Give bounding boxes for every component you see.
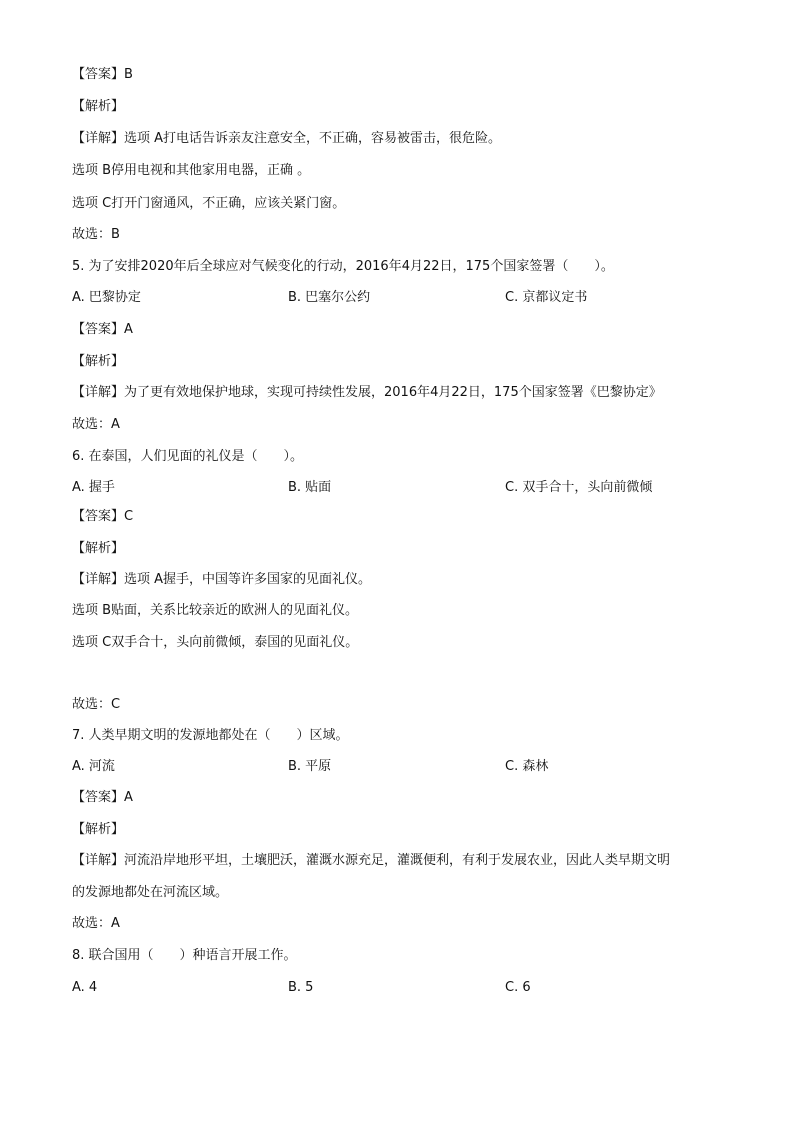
option-a: A. 河流 (72, 759, 115, 774)
analysis-line (72, 98, 124, 116)
detail-tag: 【详解】 (72, 572, 125, 587)
detail-text: 为了更有效地保护地球，实现可持续性发展，2016年4月22日，175个国家签署《巴黎协定》 (124, 385, 662, 400)
option-b: B. 5 (288, 980, 314, 995)
analysis-tag: 【解析】 (72, 99, 125, 114)
detail-line (72, 852, 670, 870)
body-text: 的发源地都处在河流区域。 (72, 885, 229, 900)
analysis-tag: 【解析】 (72, 541, 125, 556)
detail-line (72, 384, 662, 402)
option-c: C. 双手合十，头向前微倾 (505, 480, 653, 495)
detail-text: 选项 A打电话告诉亲友注意安全，不正确，容易被雷击，很危险。 (124, 131, 502, 146)
option-b: B. 平原 (288, 759, 332, 774)
body-text: 故选：C (72, 697, 121, 712)
option-c: C. 森林 (505, 759, 549, 774)
option-a: A. 4 (72, 980, 98, 995)
body-text: 选项 B停用电视和其他家用电器，正确 。 (72, 163, 311, 178)
body-text: 故选：A (72, 916, 120, 931)
answer-text: C (124, 509, 134, 524)
question-stem: 5. 为了安排2020年后全球应对气候变化的行动，2016年4月22日，175个国家签署（ ）。 (72, 259, 614, 274)
option-c: C. 京都议定书 (505, 290, 588, 305)
analysis-line (72, 540, 124, 558)
body-text: 选项 C双手合十，头向前微倾，泰国的见面礼仪。 (72, 635, 359, 650)
answer-tag: 【答案】 (72, 322, 125, 337)
answer-text: A (124, 790, 133, 805)
detail-text: 选项 A握手，中国等许多国家的见面礼仪。 (124, 572, 372, 587)
analysis-tag: 【解析】 (72, 354, 125, 369)
body-text: 选项 B贴面，关系比较亲近的欧洲人的见面礼仪。 (72, 603, 359, 618)
detail-tag: 【详解】 (72, 131, 125, 146)
option-b: B. 巴塞尔公约 (288, 290, 371, 305)
answer-tag: 【答案】 (72, 67, 125, 82)
question-stem: 6. 在泰国，人们见面的礼仪是（ ）。 (72, 449, 304, 464)
body-text: 选项 C打开门窗通风，不正确，应该关紧门窗。 (72, 196, 346, 211)
question-stem: 7. 人类早期文明的发源地都处在（ ）区域。 (72, 728, 349, 743)
answer-line (72, 321, 133, 339)
body-text: 故选：B (72, 227, 120, 242)
body-text: 故选：A (72, 417, 120, 432)
answer-tag: 【答案】 (72, 790, 125, 805)
answer-text: B (124, 67, 133, 82)
option-b: B. 贴面 (288, 480, 332, 495)
answer-text: A (124, 322, 133, 337)
question-stem: 8. 联合国用（ ）种语言开展工作。 (72, 948, 297, 963)
answer-line (72, 508, 133, 526)
option-a: A. 握手 (72, 480, 115, 495)
analysis-tag: 【解析】 (72, 822, 125, 837)
option-c: C. 6 (505, 980, 531, 995)
analysis-line (72, 353, 124, 371)
detail-text: 河流沿岸地形平坦，土壤肥沃，灌溉水源充足，灌溉便利，有利于发展农业，因此人类早期文明 (124, 853, 671, 868)
answer-line (72, 66, 133, 84)
detail-line (72, 571, 371, 589)
analysis-line (72, 821, 124, 839)
answer-tag: 【答案】 (72, 509, 125, 524)
answer-line (72, 789, 133, 807)
option-a: A. 巴黎协定 (72, 290, 141, 305)
detail-line (72, 130, 501, 148)
detail-tag: 【详解】 (72, 385, 125, 400)
detail-tag: 【详解】 (72, 853, 125, 868)
